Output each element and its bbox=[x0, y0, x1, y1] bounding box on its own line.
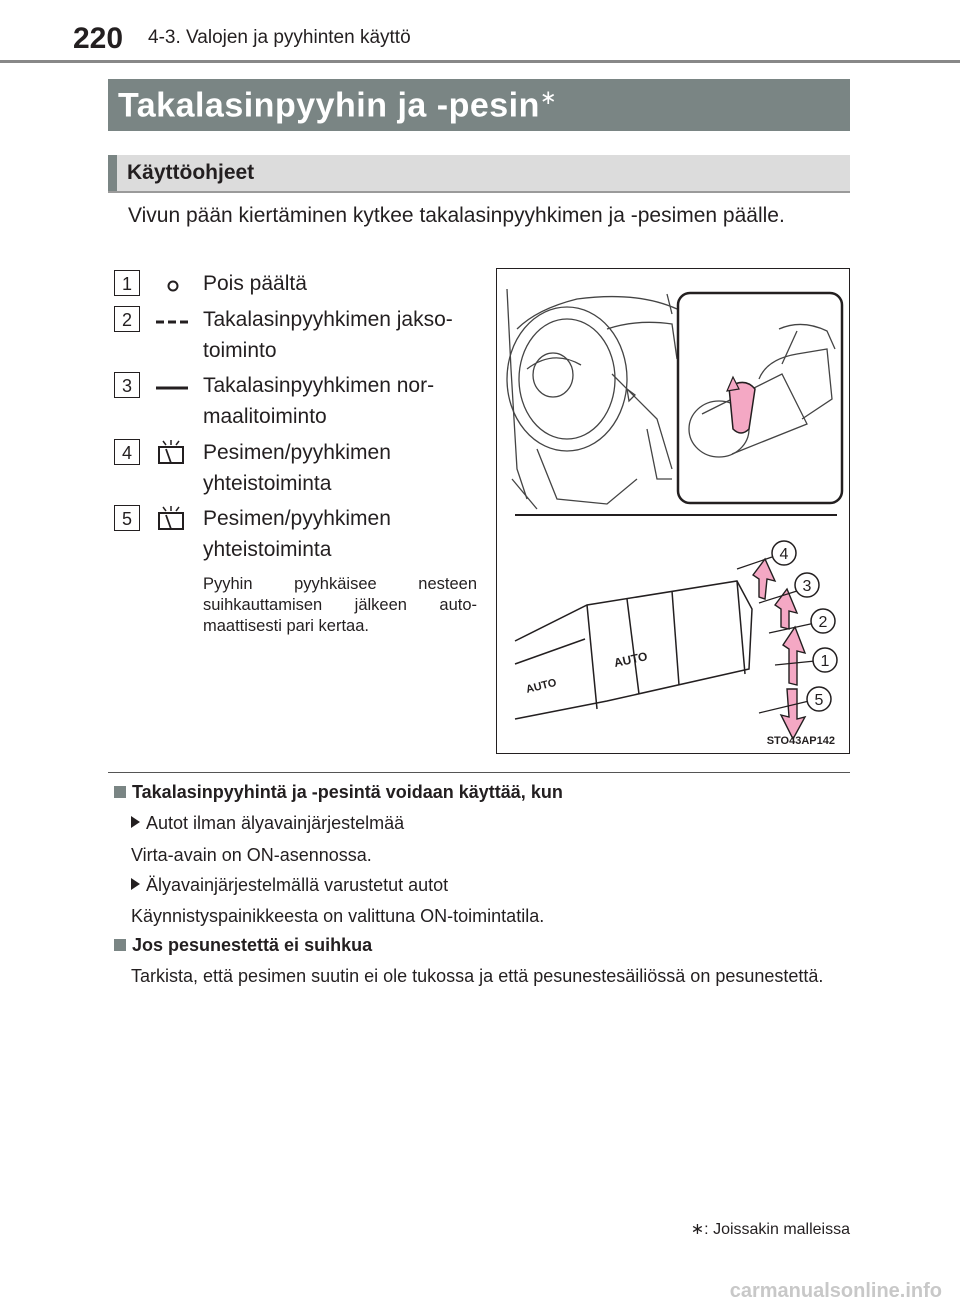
item-5-note: Pyyhin pyyhkäisee nesteen suihkauttamisen jälkeen auto-maattisesti pari kertaa. bbox=[203, 575, 477, 635]
callout-4: 4 bbox=[779, 546, 789, 563]
body-text: Tarkista, että pesimen suutin ei ole tukossa ja että pesunestesäiliössä on pesunestettä. bbox=[131, 966, 824, 986]
wiper-lever-figure bbox=[496, 268, 850, 754]
lever-auto-label: AUTO bbox=[524, 676, 558, 696]
item-number: 3 bbox=[114, 372, 140, 398]
square-bullet-icon bbox=[114, 939, 126, 951]
callout-1: 1 bbox=[820, 653, 830, 670]
page-number: 220 bbox=[73, 22, 124, 55]
bullet-item: Autot ilman älyavainjärjestelmää bbox=[131, 810, 844, 836]
section-heading: Takalasinpyyhintä ja -pesintä voidaan käyttää, kun bbox=[114, 782, 563, 803]
bullet-item: Älyavainjärjestelmällä varustetut autot bbox=[131, 872, 844, 898]
callout-2: 2 bbox=[818, 614, 828, 631]
rear-washer-icon bbox=[154, 505, 190, 533]
subtitle: Käyttöohjeet bbox=[127, 161, 255, 184]
chapter-title: 4-3. Valojen ja pyyhinten käyttö bbox=[148, 27, 411, 48]
footnote: ∗: Joissakin malleissa bbox=[690, 1221, 850, 1238]
solid-line-icon bbox=[154, 372, 190, 400]
page-title: Takalasinpyyhin ja -pesin∗ bbox=[118, 86, 558, 125]
triangle-bullet-icon bbox=[131, 878, 140, 890]
off-circle-icon bbox=[154, 270, 190, 298]
item-number: 2 bbox=[114, 306, 140, 332]
body-text: Virta-avain on ON-asennossa. bbox=[131, 845, 372, 865]
triangle-bullet-icon bbox=[131, 816, 140, 828]
intermittent-dashes-icon bbox=[154, 306, 190, 334]
watermark: carmanualsonline.info bbox=[729, 1280, 942, 1302]
square-bullet-icon bbox=[114, 786, 126, 798]
section-heading: Jos pesunestettä ei suihkua bbox=[114, 935, 372, 956]
callout-5: 5 bbox=[814, 692, 824, 709]
figure-code: STO43AP142 bbox=[766, 735, 835, 747]
callout-3: 3 bbox=[802, 578, 812, 595]
lever-illustration bbox=[497, 269, 848, 752]
body-text: Käynnistyspainikkeesta on valittuna ON-toimintatila. bbox=[131, 906, 545, 926]
item-number: 4 bbox=[114, 439, 140, 465]
item-number: 5 bbox=[114, 505, 140, 531]
item-number: 1 bbox=[114, 270, 140, 296]
rear-washer-icon bbox=[154, 439, 190, 467]
section-divider bbox=[108, 772, 850, 773]
lever-auto-label: AUTO bbox=[612, 649, 649, 670]
asterisk-marker: ∗ bbox=[539, 87, 558, 109]
header-rule bbox=[0, 60, 960, 63]
subtitle-bar bbox=[108, 155, 850, 193]
intro-text: Vivun pään kiertäminen kytkee takalasinpyyhkimen ja -pesimen päälle. bbox=[128, 204, 785, 227]
section-title-bar bbox=[108, 79, 850, 131]
